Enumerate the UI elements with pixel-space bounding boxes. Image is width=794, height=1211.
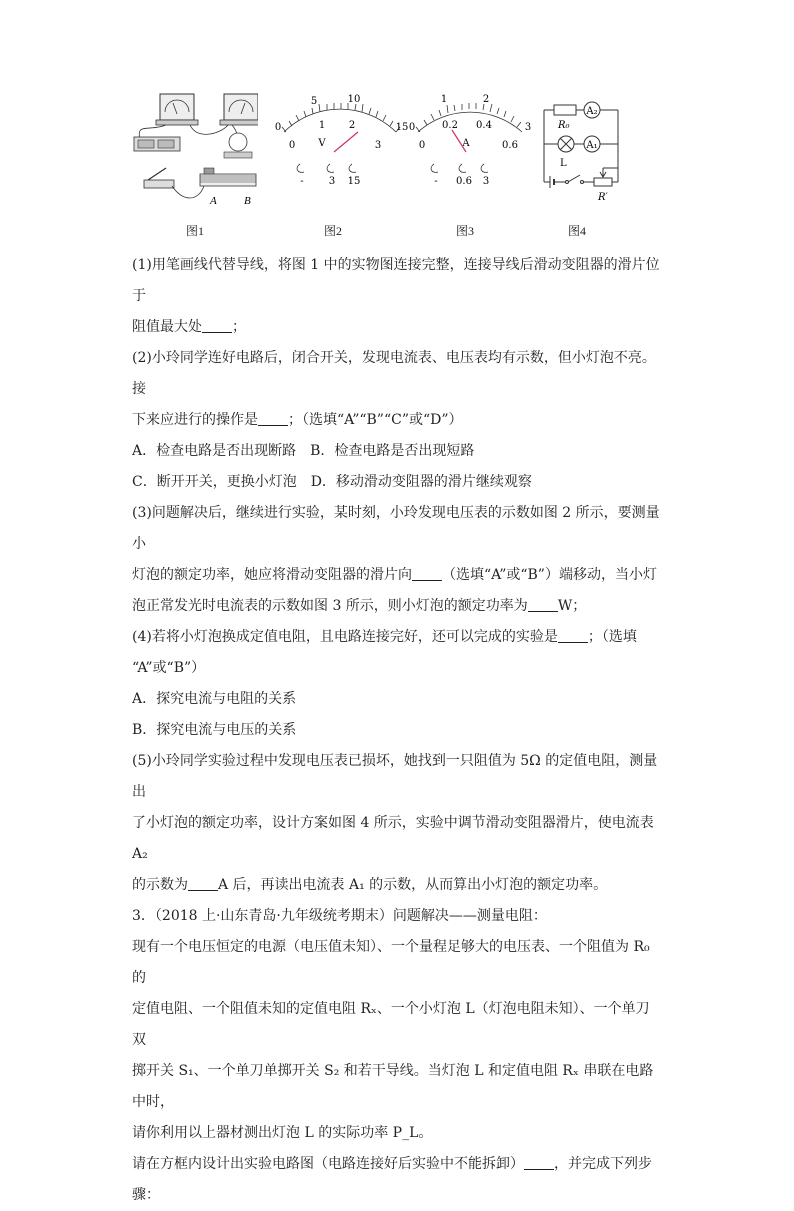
q3-direction-blank[interactable]: [412, 566, 442, 581]
q2-line2-end: ；（选填“A”“B”“C”或“D”）: [288, 412, 463, 428]
terminal-15: 15: [347, 176, 361, 187]
q4-line1-text: (4)若将小灯泡换成定值电阻，且电路连接完好，还可以完成的实验是: [132, 629, 558, 645]
q4-line2: “A”或“B”）: [132, 660, 206, 676]
p3-line2: 现有一个电压恒定的电源（电压值未知）、一个量程足够大的电压表、一个阻值为 R₀ 的: [132, 939, 650, 986]
q2-answer-blank[interactable]: [258, 411, 288, 426]
q3-line2-end: （选填“A”或“B”）端移动，当小灯: [442, 567, 657, 583]
dial-top-left-0: 0: [408, 122, 416, 133]
p3-line5: 请你利用以上器材测出灯泡 L 的实际功率 P_L。: [132, 1125, 433, 1141]
q1-answer-blank[interactable]: [202, 318, 232, 333]
dial-bottom-label-1: 1: [318, 120, 326, 131]
rheostat-label-b: B: [244, 195, 251, 207]
voltmeter-dial: [272, 92, 410, 192]
q3-line2: [132, 560, 662, 591]
q1-line1: (1)用笔画线代替导线，将图 1 中的实物图连接完整，连接导线后滑动变阻器的滑片位于: [132, 257, 660, 304]
dial-unit-v: V: [318, 138, 326, 149]
switch: [144, 180, 174, 188]
meter-a2-label: A₂: [586, 106, 598, 117]
figure-4: [536, 92, 666, 238]
caption-fig2: 图2: [324, 224, 343, 238]
dial-top-label-10: 10: [347, 94, 361, 105]
p3-answer-blank[interactable]: [524, 1155, 554, 1170]
dial-bottom-label-2: 2: [348, 120, 356, 131]
q3-line3-end: W；: [557, 598, 587, 614]
dial-top-label-2: 2: [482, 94, 490, 105]
figure-2: [272, 92, 410, 238]
dial-top-right-3: 3: [524, 122, 532, 133]
q4-option-b: B．探究电流与电压的关系: [132, 722, 297, 738]
figure-3: [408, 92, 533, 238]
caption-fig4: 图4: [568, 224, 587, 238]
rheostat-r: [594, 178, 612, 186]
dial-top-label-5: 5: [310, 96, 318, 107]
ammeter-device: [160, 94, 194, 120]
terminal-3: 3: [328, 176, 336, 187]
dial-top-label-1: 1: [440, 94, 448, 105]
figure-1: [128, 92, 258, 238]
switch-s: [568, 175, 580, 182]
q2-line1: (2)小玲同学连好电路后，闭合开关，发现电流表、电压表均有示数，但小灯泡不亮。接: [132, 350, 656, 397]
q4-answer-blank[interactable]: [558, 628, 588, 643]
q3-line2-text: 灯泡的额定功率，她应将滑动变阻器的滑片向: [132, 567, 412, 583]
bulb: [229, 133, 247, 151]
dial-bottom-label-04: 0.4: [476, 120, 492, 131]
q1-line2: [132, 312, 662, 343]
p3-line6: [132, 1149, 662, 1180]
figure-row: [128, 92, 668, 242]
p3-line6-text: 请在方框内设计出实验电路图（电路连接好后实验中不能拆卸）: [132, 1156, 524, 1172]
lamp-label: L: [560, 158, 567, 169]
q5-line1: (5)小玲同学实验过程中发现电压表已损坏，她找到一只阻值为 5Ω 的定值电阻，测量出: [132, 753, 658, 800]
q5-line3: [132, 870, 662, 901]
voltmeter-device: [224, 94, 258, 120]
dial-needle: [334, 132, 358, 152]
dial-bottom-right-3: 3: [374, 140, 382, 151]
dial-top-right-15: 15: [395, 122, 409, 133]
q1-line2-end: ；: [232, 319, 246, 335]
meter-a1-label: A₁: [586, 140, 598, 151]
terminal-minus: -: [300, 176, 304, 187]
rheostat-label-a: A: [210, 195, 217, 207]
p3-heading: 3．（2018 上·山东青岛·九年级统考期末）问题解决——测量电阻：: [132, 908, 547, 924]
caption-fig1: 图1: [186, 224, 205, 238]
circuit-diagram: [536, 92, 666, 212]
terminal-3: 3: [482, 176, 490, 187]
dial-bottom-left-0: 0: [418, 140, 426, 151]
q5-answer-blank[interactable]: [188, 876, 218, 891]
q3-power-blank[interactable]: [528, 597, 558, 612]
q3-line1: (3)问题解决后，继续进行实验，某时刻，小玲发现电压表的示数如图 2 所示，要测量小: [132, 505, 660, 552]
q3-line3-text: 泡正常发光时电流表的示数如图 3 所示，则小灯泡的额定功率为: [132, 598, 528, 614]
q3-line3: [132, 591, 662, 622]
resistor-r0: [554, 105, 576, 115]
q4-line1-end: ；（选填: [587, 629, 637, 645]
p3-line4: 掷开关 S₁、一个单刀单掷开关 S₂ 和若干导线。当灯泡 L 和定值电阻 Rₓ 串联在电路中时，: [132, 1063, 654, 1110]
q4-option-a: A．探究电流与电阻的关系: [132, 691, 297, 707]
dial-unit-a: A: [462, 138, 470, 149]
q1-line2-text: 阻值最大处: [132, 319, 202, 335]
p3-line6-end: ，并完成下列步: [554, 1156, 652, 1172]
terminal-minus: -: [434, 176, 438, 187]
dial-bottom-label-02: 0.2: [442, 120, 458, 131]
ammeter-dial: [408, 92, 533, 192]
q2-line2: [132, 405, 662, 436]
dial-top-left-0: 0: [274, 122, 282, 133]
apparatus-diagram: [128, 92, 258, 217]
rprime-label: R′: [598, 192, 608, 203]
q2-options-cd: C．断开开关，更换小灯泡 D．移动滑动变阻器的滑片继续观察: [132, 474, 532, 490]
q5-line3-end: A 后，再读出电流表 A₁ 的示数，从而算出小灯泡的额定功率。: [218, 877, 608, 893]
caption-fig3: 图3: [456, 224, 475, 238]
q4-line1: [132, 622, 662, 653]
r0-label: R₀: [558, 120, 570, 131]
q5-line2: 了小灯泡的额定功率，设计方案如图 4 所示，实验中调节滑动变阻器滑片，使电流表 A₂: [132, 815, 654, 862]
q2-line2-text: 下来应进行的操作是: [132, 412, 258, 428]
q5-line3-text: 的示数为: [132, 877, 188, 893]
dial-bottom-right-06: 0.6: [502, 140, 518, 151]
q2-options-ab: A．检查电路是否出现断路 B．检查电路是否出现短路: [132, 443, 475, 459]
question-text: [132, 250, 662, 1211]
terminal-06: 0.6: [456, 176, 472, 187]
p3-line7: 骤：: [132, 1187, 160, 1203]
dial-bottom-left-0: 0: [288, 140, 296, 151]
p3-line3: 定值电阻、一个阻值未知的定值电阻 Rₓ、一个小灯泡 L（灯泡电阻未知）、一个单刀双: [132, 1001, 650, 1048]
